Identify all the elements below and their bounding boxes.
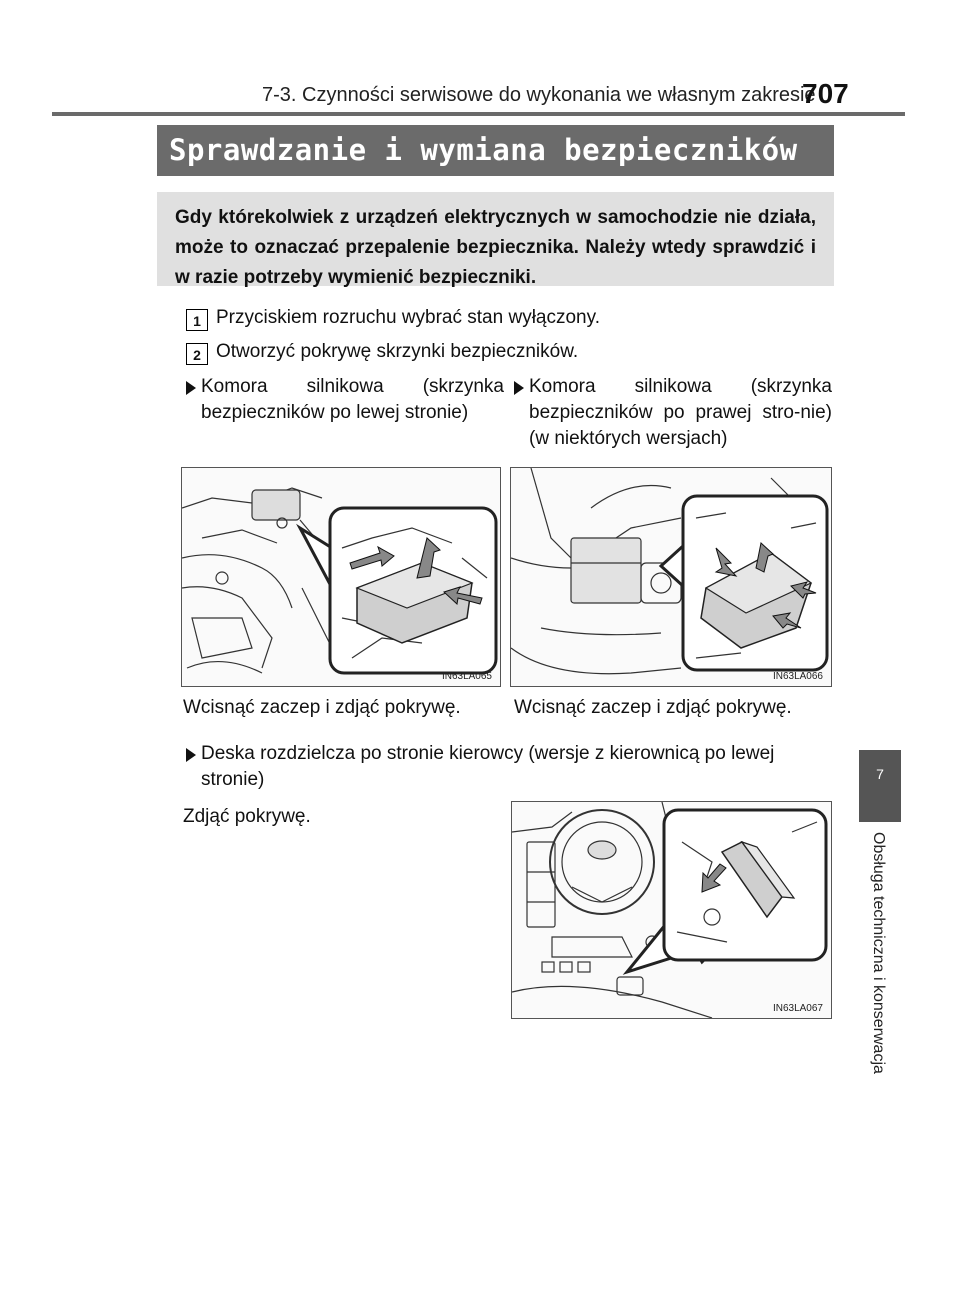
figure-code: IN63LA066 xyxy=(772,671,823,682)
chapter-header: 7-3. Czynności serwisowe do wykonania we własnym zakresie xyxy=(262,84,816,106)
section-title: Sprawdzanie i wymiana bezpieczników xyxy=(157,125,834,176)
bullet-engine-right xyxy=(514,374,832,458)
engine-left-illustration xyxy=(182,468,500,686)
bullet-dashboard-text: Deska rozdzielcza po stronie kierowcy (wersje z kierownicą po lewej stronie) xyxy=(201,743,775,790)
bullet-engine-left xyxy=(186,374,504,434)
chapter-tab: 7 xyxy=(859,750,901,822)
bullet-dashboard xyxy=(186,741,832,797)
step-2-text: Otworzyć pokrywę skrzynki bezpieczników. xyxy=(216,341,579,362)
figure-code: IN63LA067 xyxy=(772,1003,823,1014)
step-1-number: 1 xyxy=(186,309,208,331)
page-number: 707 xyxy=(802,78,849,109)
bullet-engine-left-text: Komora silnikowa (skrzynka bezpieczników po lewej stronie) xyxy=(201,376,504,423)
bullet-engine-right-text: Komora silnikowa (skrzynka bezpieczników po prawej stro-nie) (w niektórych wersjach) xyxy=(529,376,832,449)
figure-caption: Wcisnąć zaczep i zdjąć pokrywę. xyxy=(514,697,792,718)
intro-box: Gdy którekolwiek z urządzeń elektrycznych w samochodzie nie działa, może to oznaczać przepalenie bezpiecznika. Należy wtedy sprawdzić i w razie potrzeby wymienić bezpieczniki. xyxy=(157,192,834,286)
step-2-number: 2 xyxy=(186,343,208,365)
figure-dashboard-fusebox xyxy=(511,801,832,1019)
figure-code: IN63LA065 xyxy=(441,671,492,682)
bullet-triangle-icon xyxy=(514,381,524,395)
bullet-triangle-icon xyxy=(186,381,196,395)
figure-engine-right-fusebox xyxy=(510,467,832,687)
engine-right-illustration xyxy=(511,468,831,686)
figure-engine-left-fusebox xyxy=(181,467,501,687)
dashboard-illustration xyxy=(512,802,831,1018)
chapter-side-label xyxy=(860,832,902,1132)
header-divider xyxy=(52,112,905,116)
figure-caption: Wcisnąć zaczep i zdjąć pokrywę. xyxy=(183,697,461,718)
figure-caption: Zdjąć pokrywę. xyxy=(183,806,311,827)
bullet-triangle-icon xyxy=(186,748,196,762)
chapter-side-label-text: Obsługa techniczna i konserwacja xyxy=(870,832,887,1074)
step-1-text: Przyciskiem rozruchu wybrać stan wyłączony. xyxy=(216,307,600,328)
